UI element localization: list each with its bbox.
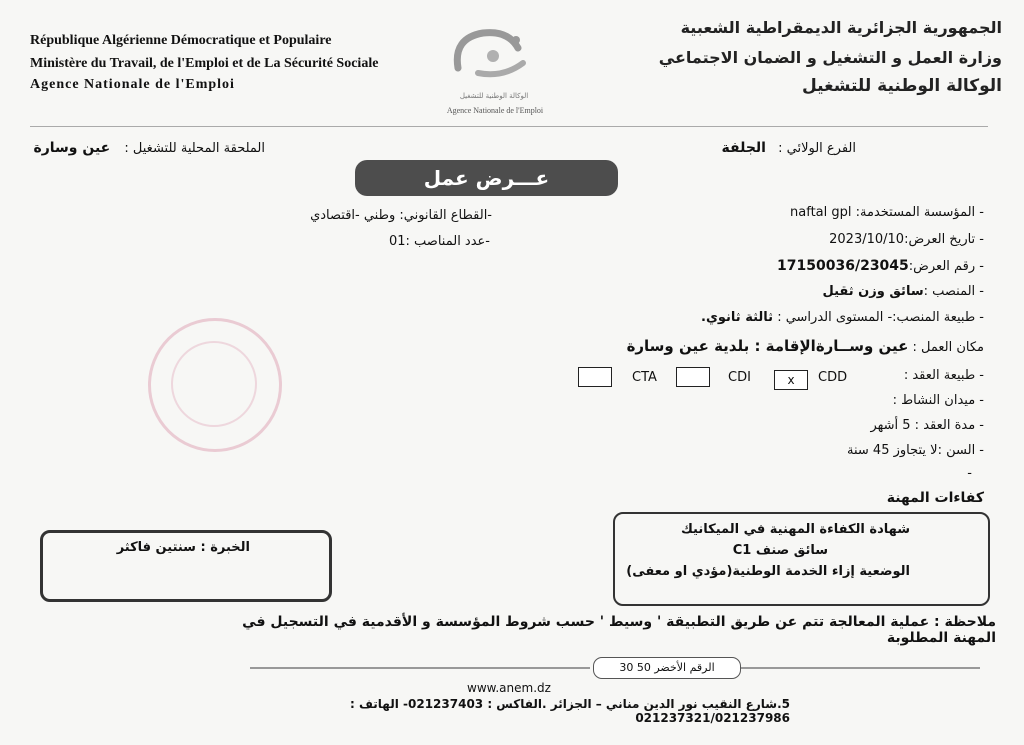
- post-value: سائق وزن ثقيل: [822, 284, 924, 299]
- field-activity: - ميدان النشاط :: [892, 393, 984, 408]
- positions-count: -عدد المناصب :01: [388, 234, 490, 249]
- header-fr-republic: République Algérienne Démocratique et Populaire: [30, 33, 332, 48]
- offer-number-value: 17150036/23045: [777, 258, 909, 274]
- post-nature-value: ثالثة ثانوي.: [701, 310, 774, 325]
- website-link[interactable]: www.anem.dz: [467, 681, 551, 695]
- post-nature-label: - طبيعة المنصب:- المستوى الدراسي :: [777, 310, 984, 325]
- field-workplace: [604, 337, 984, 355]
- branch-local-value: عين وسارة: [33, 140, 111, 156]
- workplace-label: مكان العمل :: [912, 340, 984, 355]
- field-post: [724, 284, 984, 299]
- workplace-value: عين وســارةالإقامة : بلدية عين وسارة: [626, 337, 909, 355]
- branch-wilaya: [626, 140, 856, 156]
- note-text: ملاحظة : عملية المعالجة تتم عن طريق التطبيقة ' وسيط ' حسب شروط المؤسسة و الأقدمية في التسجيل في المهنة المطلوبة: [242, 614, 996, 646]
- contract-cta-checkbox[interactable]: [578, 367, 612, 387]
- skills-heading: كفاءات المهنة: [886, 490, 984, 506]
- footer-divider-right: [740, 667, 980, 669]
- faded-stamp: [148, 318, 282, 452]
- header-fr-agency: Agence Nationale de l'Emploi: [30, 77, 235, 92]
- green-number: الرقم الأخضر 50 30: [593, 657, 741, 679]
- field-offer-date: - تاريخ العرض:2023/10/10: [829, 232, 984, 247]
- contract-cdi-label: CDI: [728, 370, 751, 385]
- footer-divider-left: [250, 667, 590, 669]
- logo-text-fr: Agence Nationale de l'Emploi: [446, 106, 544, 115]
- field-age: - السن :لا يتجاوز 45 سنة: [847, 443, 984, 458]
- skill-line-2: سائق صنف C1: [732, 543, 828, 558]
- offer-number-label: - رقم العرض:: [908, 259, 984, 274]
- contract-cdd-checkbox[interactable]: x: [774, 370, 808, 390]
- branch-local: [30, 140, 265, 156]
- anem-logo: [448, 18, 538, 88]
- field-employer: - المؤسسة المستخدمة: naftal gpl: [790, 205, 984, 220]
- skill-line-3: الوضعية إزاء الخدمة الوطنية(مؤدي او معفى): [626, 564, 910, 579]
- field-duration: - مدة العقد : 5 أشهر: [870, 418, 984, 433]
- logo-text-ar: الوكالة الوطنية للتشغيل: [459, 92, 529, 100]
- contract-label: - طبيعة العقد :: [903, 368, 984, 383]
- legal-sector: -القطاع القانوني: وطني -اقتصادي: [310, 208, 492, 223]
- branch-local-label: الملحقة المحلية للتشغيل :: [124, 141, 265, 156]
- footer-address: 5.شارع النقيب نور الدين مناني – الجزائر .الفاكس : 021237403- الهاتف : 021237321/021237986: [350, 697, 790, 725]
- experience-text: الخبرة : سنتين فاكثر: [116, 540, 250, 555]
- header-fr-ministry: Ministère du Travail, de l'Emploi et de La Sécurité Sociale: [30, 56, 379, 71]
- branch-wilaya-label: الفرع الولائي :: [778, 141, 856, 156]
- field-dash: -: [967, 466, 972, 481]
- header-ar-ministry: وزارة العمل و التشغيل و الضمان الاجتماعي: [658, 48, 1002, 67]
- branch-wilaya-value: الجلفة: [721, 140, 766, 156]
- skill-line-1: شهادة الكفاءة المهنية في الميكانيك: [680, 522, 910, 537]
- contract-cdd-label: CDD: [818, 370, 848, 385]
- field-post-nature: [684, 310, 984, 325]
- post-label: - المنصب :: [923, 284, 984, 299]
- contract-cdi-checkbox[interactable]: [676, 367, 710, 387]
- contract-cta-label: CTA: [632, 370, 657, 385]
- header-ar-agency: الوكالة الوطنية للتشغيل: [801, 76, 1002, 96]
- field-offer-number: [724, 258, 984, 274]
- header-divider: [30, 126, 988, 127]
- page-title: عـــرض عمل: [355, 160, 618, 196]
- header-ar-republic: الجمهورية الجزائرية الديمقراطية الشعبية: [680, 18, 1002, 37]
